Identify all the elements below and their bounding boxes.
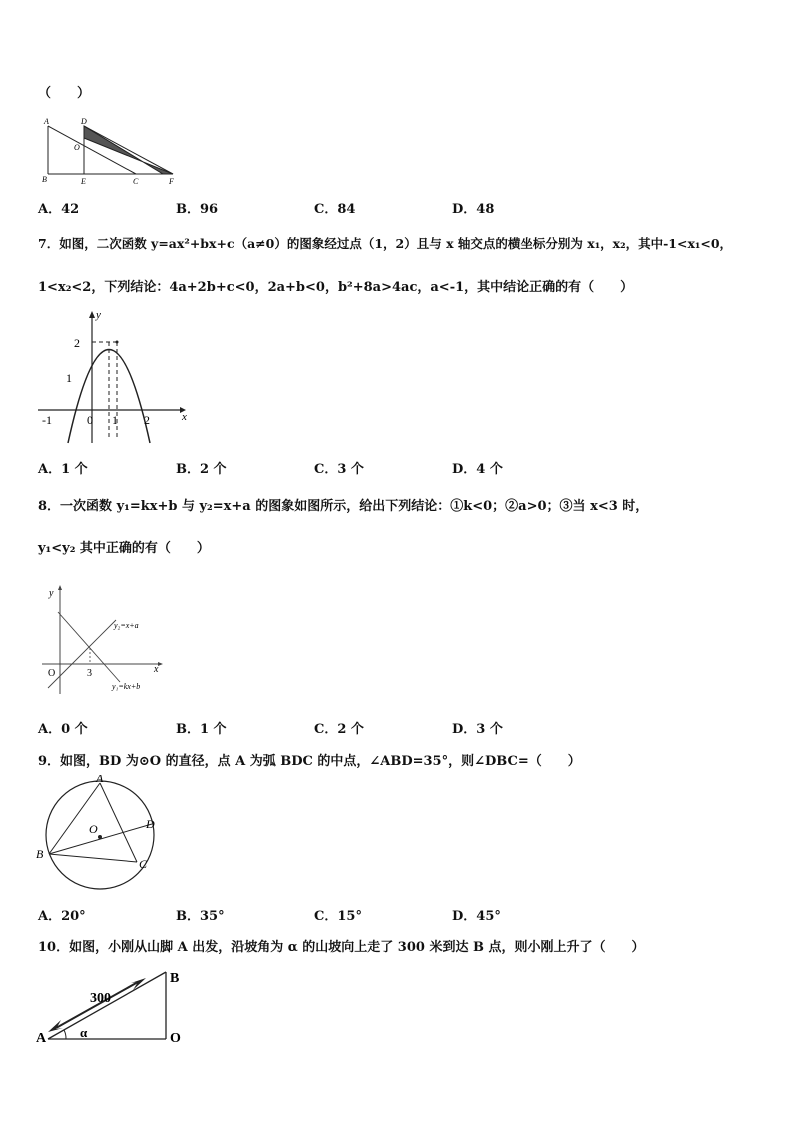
center-o [98,835,102,839]
label-o: O [89,822,98,836]
q7-stem-line1: 7．如图，二次函数 y=ax²+bx+c（a≠0）的图象经过点（1，2）且与 x 轴交点的横坐标分别为 x₁，x₂，其中-1<x₁<0， [38,236,733,251]
q9-option-c[interactable]: C．15° [314,909,362,924]
tick-2: 2 [74,336,80,350]
q6-option-c[interactable]: C．84 [314,202,356,217]
label-c: C [133,177,139,186]
q8-option-a[interactable]: A．0 个 [38,722,88,737]
angle-arc [64,1030,66,1039]
tick-x2: 2 [144,413,150,427]
tick-x1: 1 [112,413,118,427]
tick-1: 1 [66,371,72,385]
label-a: A [44,117,49,126]
q9-stem-line1: 9．如图，BD 为⊙O 的直径，点 A 为弧 BDC 的中点，∠ABD=35°，则∠DBC=（ ） [38,754,581,769]
label-o: O [74,143,80,152]
label-300: 300 [90,991,111,1006]
q10-stem-line1: 10．如图，小刚从山脚 A 出发，沿坡角为 α 的山坡向上走了 300 米到达 B 点，则小刚上升了（ ） [38,940,645,955]
q8-figure [36,584,176,698]
q6-figure [36,114,186,190]
y-axis-arrow [89,311,95,318]
q8-option-c[interactable]: C．2 个 [314,722,364,737]
label-f: F [169,177,174,186]
q6-stem-tail: （ ） [38,86,91,101]
q7-option-b[interactable]: B．2 个 [176,462,227,477]
q7-stem-line2: 1<x₂<2，下列结论：4a+2b+c<0，2a+b<0，b²+8a>4ac，a<-1，其中结论正确的有（ ） [38,280,634,295]
q10-figure [34,962,194,1048]
label-a: A [36,1031,47,1046]
label-y1-line: y₁=kx+b [112,682,141,691]
label-e: E [81,177,86,186]
label-y: y [49,588,54,599]
q6-option-b[interactable]: B．96 [176,202,219,217]
point-1-2 [116,341,119,344]
label-o: O [170,1031,181,1046]
x-axis-arrow [158,662,163,666]
chord-bc [49,854,137,862]
label-a: A [96,775,104,785]
diameter-bd [49,824,152,854]
label-b: B [170,971,180,986]
y-axis-arrow [58,585,62,590]
q6-option-d[interactable]: D．48 [452,202,495,217]
label-x: x [154,664,159,675]
q7-figure [34,308,194,448]
label-origin: O [48,668,56,679]
label-y: y [96,309,101,321]
label-x: x [182,411,187,423]
q6-option-a[interactable]: A．42 [38,202,80,217]
q9-option-d[interactable]: D．45° [452,909,501,924]
q9-option-b[interactable]: B．35° [176,909,225,924]
label-c: C [139,857,148,871]
line-y2 [48,620,116,688]
chord-ab [49,783,100,854]
chord-ac [100,783,137,862]
q8-option-d[interactable]: D．3 个 [452,722,503,737]
line-df [84,126,173,174]
label-d: D [81,117,87,126]
label-y2-line: y₂=x+a [114,621,139,630]
q7-option-d[interactable]: D．4 个 [452,462,503,477]
q7-option-c[interactable]: C．3 个 [314,462,364,477]
label-3: 3 [87,668,92,679]
tick-minus-1: -1 [42,413,52,427]
q8-stem-line2: y₁<y₂ 其中正确的有（ ） [38,541,210,556]
label-b: B [36,847,44,861]
q9-option-a[interactable]: A．20° [38,909,86,924]
label-d: D [146,817,155,831]
q8-stem-line1: 8．一次函数 y₁=kx+b 与 y₂=x+a 的图象如图所示，给出下列结论：①k<0；②a>0；③当 x<3 时， [38,499,649,514]
q9-figure [34,775,164,895]
label-b: B [42,175,47,184]
q8-option-b[interactable]: B．1 个 [176,722,227,737]
label-alpha: α [80,1025,88,1040]
q7-option-a[interactable]: A．1 个 [38,462,88,477]
tick-0: 0 [87,413,93,427]
